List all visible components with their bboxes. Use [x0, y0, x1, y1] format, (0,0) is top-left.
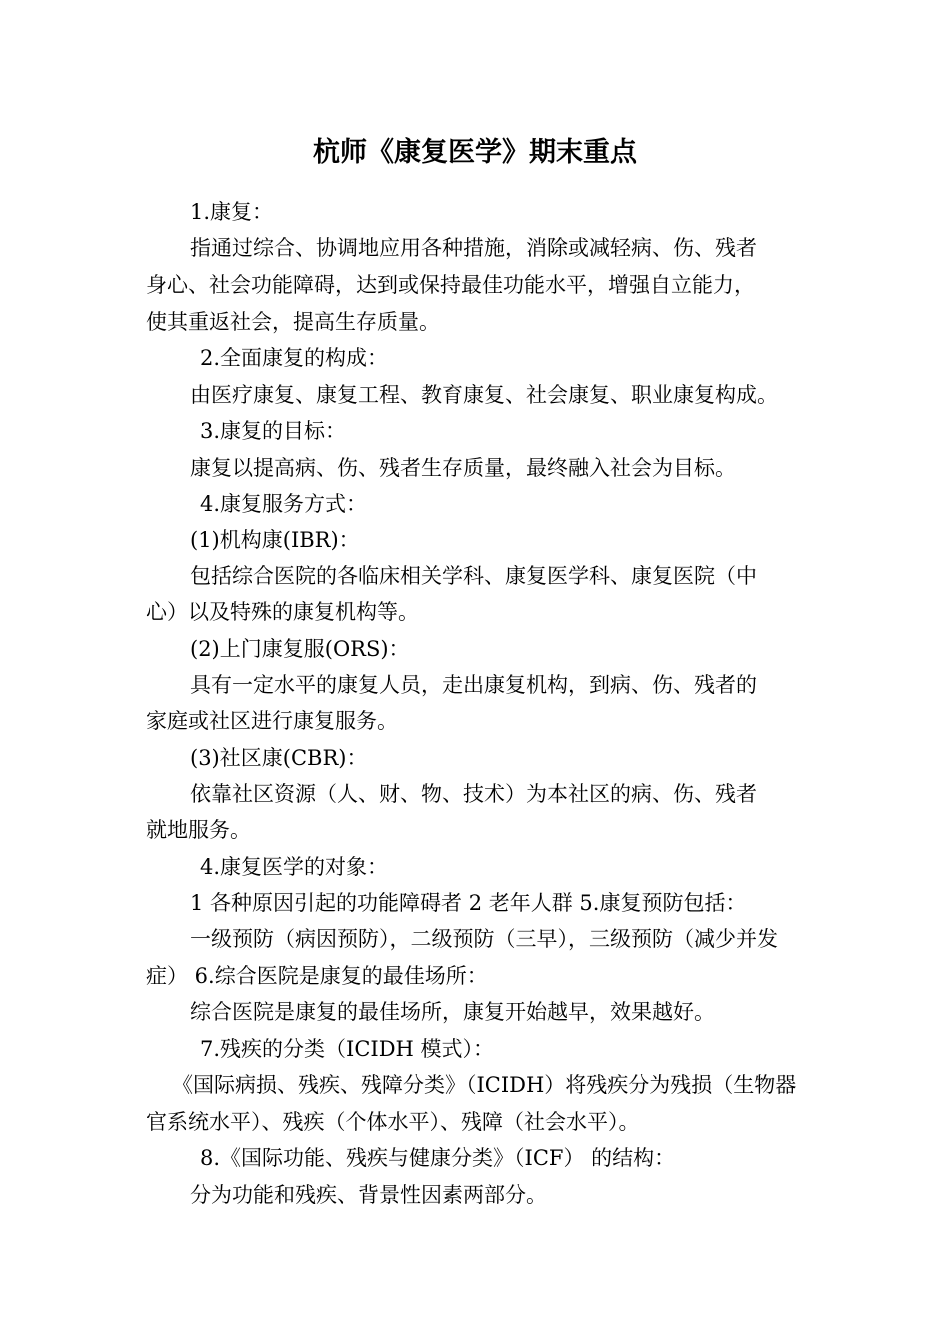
- line-13: (2)上门康复服(ORS)：: [190, 637, 410, 661]
- line-24: 7.残疾的分类（ICIDH 模式）：: [200, 1037, 495, 1061]
- line-10: (1)机构康(IBR)：: [190, 528, 360, 552]
- line-15: 家庭或社区进行康复服务。: [146, 709, 398, 733]
- line-17: 依靠社区资源（人、财、物、技术）为本社区的病、伤、残者: [190, 782, 757, 806]
- document-title: 杭师《康复医学》期末重点: [313, 137, 637, 168]
- line-5: 2.全面康复的构成：: [200, 346, 389, 370]
- line-16: (3)社区康(CBR)：: [190, 746, 368, 770]
- line-28: 分为功能和残疾、背景性因素两部分。: [190, 1183, 547, 1207]
- line-9: 4.康复服务方式：: [200, 492, 368, 516]
- line-19: 4.康复医学的对象：: [200, 855, 389, 879]
- line-1: 1.康复：: [190, 200, 274, 224]
- line-22: 症） 6.综合医院是康复的最佳场所：: [146, 964, 488, 988]
- line-11: 包括综合医院的各临床相关学科、康复医学科、康复医院（中: [190, 564, 757, 588]
- line-8: 康复以提高病、伤、残者生存质量，最终融入社会为目标。: [190, 456, 736, 480]
- line-20: 1 各种原因引起的功能障碍者 2 老年人群 5.康复预防包括：: [190, 891, 747, 915]
- line-4: 使其重返社会，提高生存质量。: [146, 310, 440, 334]
- line-18: 就地服务。: [146, 818, 251, 842]
- line-12: 心）以及特殊的康复机构等。: [146, 600, 419, 624]
- line-23: 综合医院是康复的最佳场所，康复开始越早，效果越好。: [190, 1000, 715, 1024]
- line-14: 具有一定水平的康复人员，走出康复机构，到病、伤、残者的: [190, 673, 757, 697]
- line-27: 8.《国际功能、残疾与健康分类》（ICF） 的结构：: [200, 1146, 676, 1170]
- line-2: 指通过综合、协调地应用各种措施，消除或减轻病、伤、残者: [190, 236, 757, 260]
- line-21: 一级预防（病因预防），二级预防（三早），三级预防（减少并发: [190, 927, 778, 951]
- line-25: 《国际病损、残疾、残障分类》（ICIDH）将残疾分为残损（生物器: [172, 1073, 797, 1097]
- line-26: 官系统水平）、残疾（个体水平）、残障（社会水平）。: [146, 1110, 640, 1134]
- line-6: 由医疗康复、康复工程、教育康复、社会康复、职业康复构成。: [190, 383, 778, 407]
- line-7: 3.康复的目标：: [200, 419, 347, 443]
- line-3: 身心、社会功能障碍，达到或保持最佳功能水平，增强自立能力，: [146, 273, 755, 297]
